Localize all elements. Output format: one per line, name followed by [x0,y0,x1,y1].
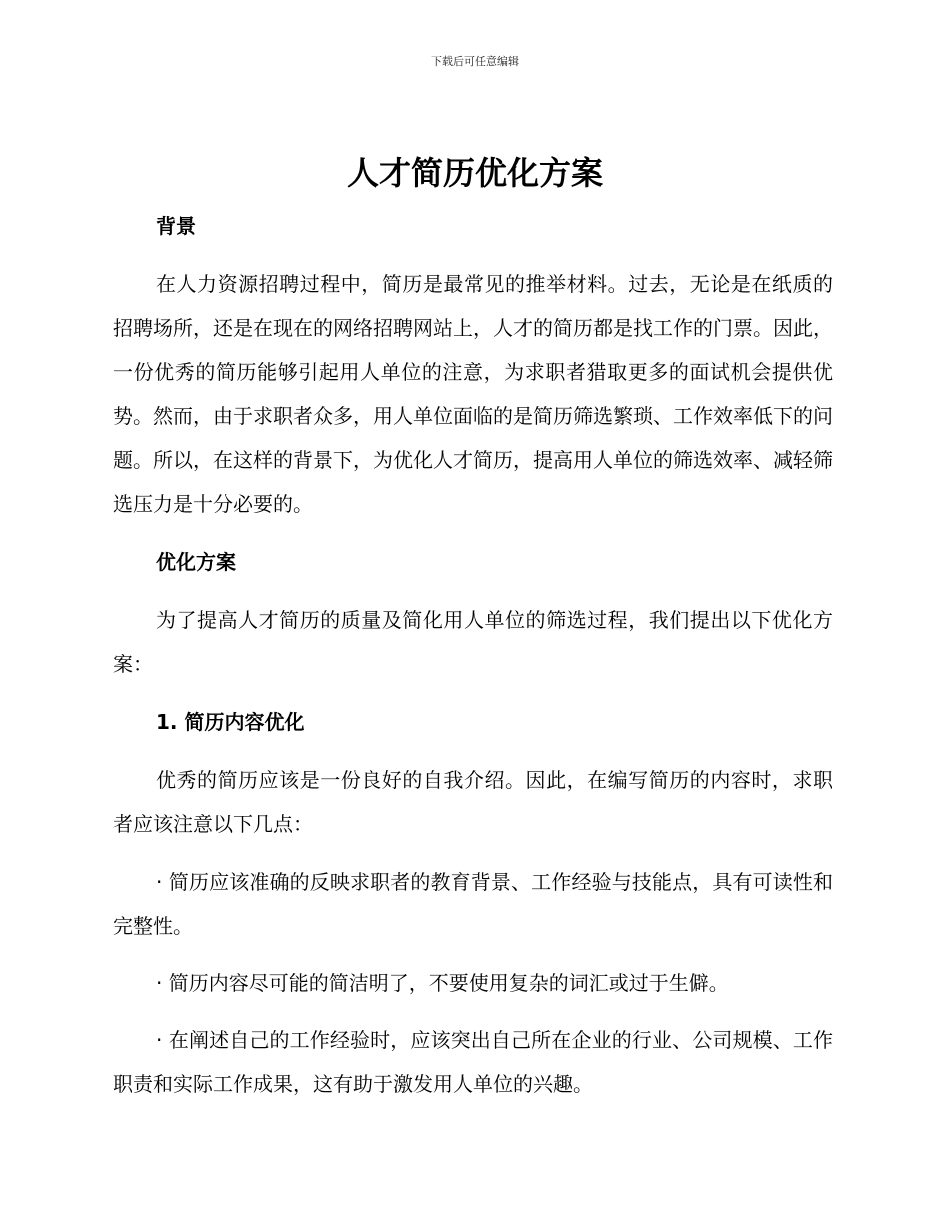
section-heading-plan: 优化方案 [156,550,236,574]
bullet-item: · 简历应该准确的反映求职者的教育背景、工作经验与技能点，具有可读性和完整性。 [113,870,833,938]
section-heading-background: 背景 [156,214,196,238]
document-title: 人才简历优化方案 [346,154,603,192]
document-body [113,148,833,1106]
bullet-item: · 在阐述自己的工作经验时，应该突出自己所在企业的行业、公司规模、工作职责和实际工作成果，这有助于激发用人单位的兴趣。 [113,1028,833,1096]
section-heading-content: 1. 简历内容优化 [156,710,305,734]
background-paragraph: 在人力资源招聘过程中，简历是最常见的推举材料。过去，无论是在纸质的招聘场所，还是在现在的网络招聘网站上，人才的简历都是找工作的门票。因此，一份优秀的简历能够引起用人单位的注意，为求职者猎取更多的面试机会提供优势。然而，由于求职者众多，用人单位面临的是简历筛选繁琐、工作效率低下的问题。所以，在这样的背景下，为优化人才简历，提高用人单位的筛选效率、减轻筛选压力是十分必要的。 [113,272,833,516]
page-header-note: 下载后可任意编辑 [431,55,519,68]
content-intro-paragraph: 优秀的简历应该是一份良好的自我介绍。因此，在编写简历的内容时，求职者应该注意以下几点： [113,768,833,836]
bullet-item: · 简历内容尽可能的简洁明了，不要使用复杂的词汇或过于生僻。 [156,971,729,995]
plan-paragraph: 为了提高人才简历的质量及简化用人单位的筛选过程，我们提出以下优化方案： [113,608,833,676]
